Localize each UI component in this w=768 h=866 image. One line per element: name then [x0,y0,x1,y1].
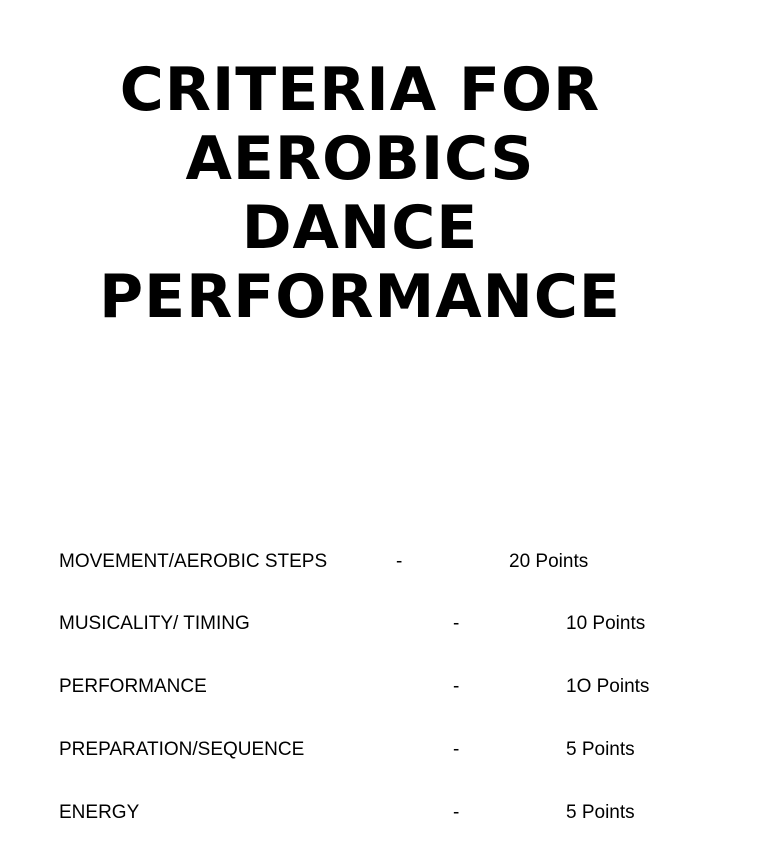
title-line: DANCE [241,193,479,263]
criterion-points: 5 Points [566,739,635,760]
criterion-label: MOVEMENT/AEROBIC STEPS [59,551,328,572]
criterion-label: MUSICALITY/ TIMING [59,613,250,634]
title-line: PERFORMANCE [99,262,621,332]
criterion-label: ENERGY [59,802,140,823]
criterion-separator: - [396,551,403,572]
criterion-separator: - [453,802,460,823]
criterion-points: 1O Points [566,676,650,697]
criteria-row-musicality [59,609,709,639]
criteria-row-energy [59,798,709,828]
criterion-separator: - [453,676,460,697]
criterion-label: PREPARATION/SEQUENCE [59,739,305,760]
criteria-row-preparation [59,735,709,765]
criteria-row-performance [59,672,709,702]
criterion-separator: - [453,739,460,760]
title-line: CRITERIA FOR [119,55,601,125]
criterion-points: 10 Points [566,613,646,634]
criteria-row-movement [59,547,659,577]
page-title [0,56,720,332]
criterion-separator: - [453,613,460,634]
criterion-points: 5 Points [566,802,635,823]
title-line: AEROBICS [185,124,535,194]
criterion-label: PERFORMANCE [59,676,207,697]
criterion-points: 20 Points [509,551,589,572]
